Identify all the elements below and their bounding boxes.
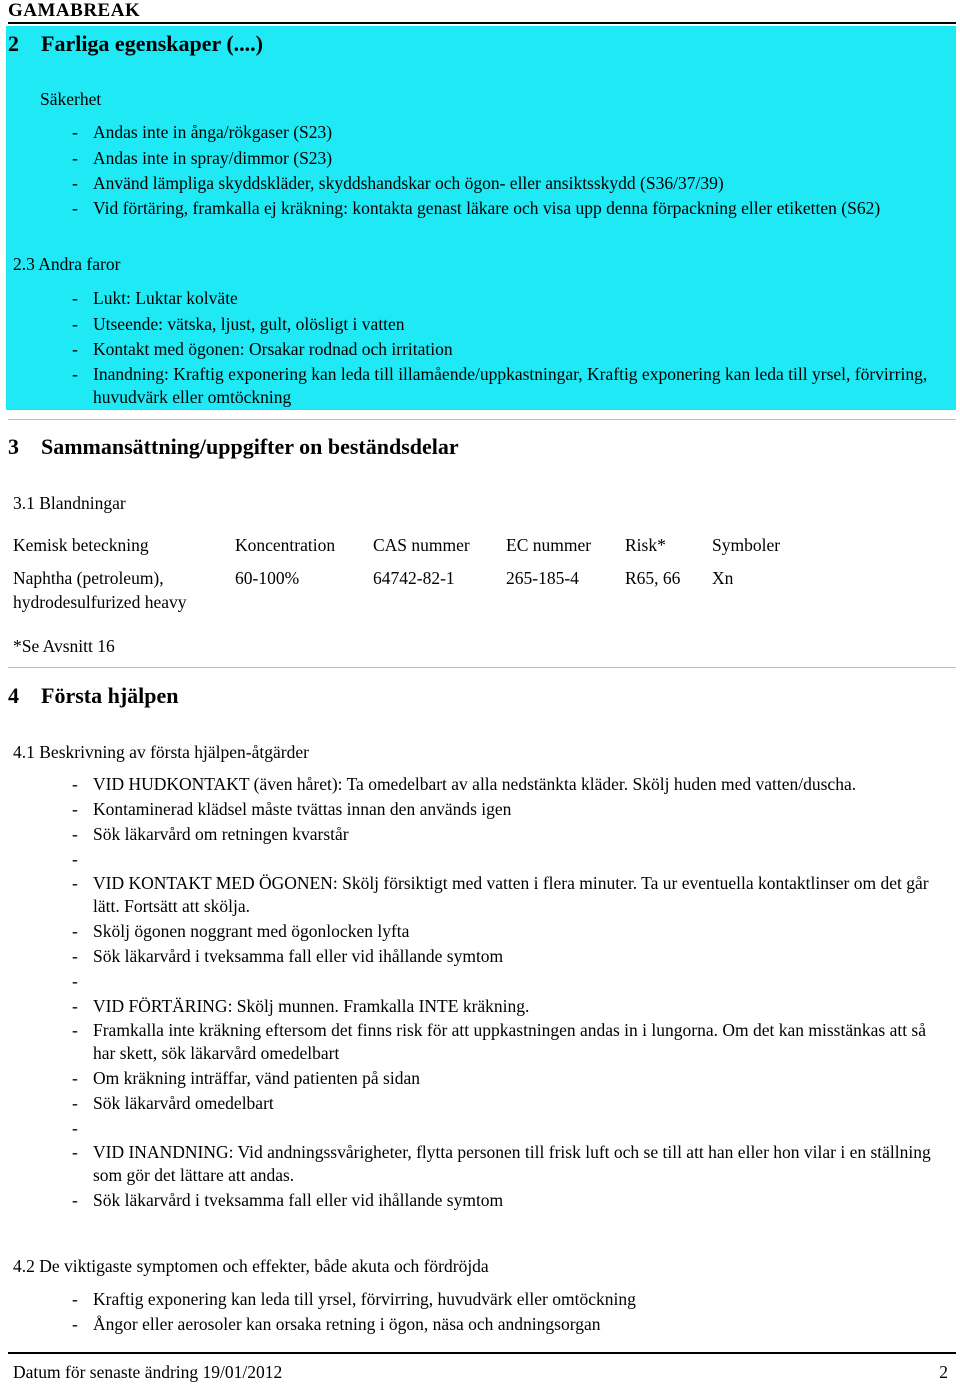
footer-page-number: 2 — [939, 1362, 948, 1382]
list-item: - Kraftig exponering kan leda till yrsel, förvirring, huvudvärk eller omtöckning — [72, 1289, 636, 1309]
section-4-title-text: Första hjälpen — [41, 683, 179, 708]
column-header: Koncentration — [235, 535, 336, 555]
section-divider — [8, 667, 956, 668]
list-item: - Sök läkarvård i tveksamma fall eller vid ihållande symtom — [72, 1189, 504, 1210]
table-header-row — [13, 533, 812, 566]
other-hazards-list — [72, 286, 932, 409]
symptoms-heading: 4.2 De viktigaste symptomen och effekter, både akuta och fördröjda — [13, 1256, 489, 1276]
column-header: Kemisk beteckning — [13, 535, 149, 555]
mixtures-heading: 3.1 Blandningar — [13, 493, 126, 513]
header-rule — [8, 22, 956, 24]
list-item: - — [72, 848, 78, 869]
section-3-title-text: Sammansättning/uppgifter on beständsdelar — [41, 434, 459, 459]
list-item: - Utseende: vätska, ljust, gult, olösligt i vatten — [72, 313, 405, 334]
section-3-number: 3 — [8, 434, 19, 459]
document-header-title: GAMABREAK — [8, 0, 141, 21]
first-aid-heading: 4.1 Beskrivning av första hjälpen-åtgärder — [13, 742, 309, 762]
column-header: Symboler — [712, 535, 781, 555]
table-cell: 265-185-4 — [506, 568, 579, 588]
safety-list — [72, 120, 932, 220]
section-3-title — [8, 434, 459, 460]
table-cell: Xn — [712, 568, 734, 588]
list-item: - — [72, 970, 78, 991]
footer-revision-date: Datum för senaste ändring 19/01/2012 — [13, 1362, 283, 1382]
table-cell: Naphtha (petroleum), hydrodesulfurized heavy — [13, 568, 187, 612]
section-2-title-text: Farliga egenskaper (....) — [41, 31, 264, 56]
list-item: - Lukt: Luktar kolväte — [72, 288, 238, 308]
table-cell: R65, 66 — [625, 568, 681, 588]
footer-rule — [8, 1352, 956, 1354]
column-header: Risk* — [625, 535, 666, 555]
list-item: - Vid förtäring, framkalla ej kräkning: kontakta genast läkare och visa upp denna förpackning eller etiketten (S62) — [72, 197, 881, 218]
list-item: - Sök läkarvård om retningen kvarstår — [72, 823, 349, 844]
list-item: - VID KONTAKT MED ÖGONEN: Skölj försiktigt med vatten i flera minuter. Ta ur eventuella kontaktlinser om det går lätt. Fortsätt att skölja. — [72, 872, 929, 916]
section-divider — [8, 419, 956, 420]
list-item: - — [72, 1117, 78, 1138]
symptoms-list — [72, 1287, 932, 1337]
section-2-number: 2 — [8, 31, 19, 56]
risk-note: *Se Avsnitt 16 — [13, 636, 115, 656]
list-item: - Inandning: Kraftig exponering kan leda till illamående/uppkastningar, Kraftig exponering kan leda till yrsel, förvirring, huvudvärk eller omtöckning — [72, 363, 928, 407]
list-item: - Sök läkarvård i tveksamma fall eller vid ihållande symtom — [72, 945, 504, 966]
table-cell: 60-100% — [235, 568, 300, 588]
safety-heading: Säkerhet — [40, 89, 102, 109]
list-item: - Andas inte in spray/dimmor (S23) — [72, 147, 333, 168]
table-cell: 64742-82-1 — [373, 568, 455, 588]
section-4-number: 4 — [8, 683, 19, 708]
table-row — [13, 566, 812, 614]
other-hazards-heading: 2.3 Andra faror — [13, 254, 121, 274]
list-item: - Om kräkning inträffar, vänd patienten på sidan — [72, 1067, 420, 1088]
list-item: - VID FÖRTÄRING: Skölj munnen. Framkalla INTE kräkning. — [72, 995, 530, 1016]
section-4-title — [8, 683, 179, 709]
list-item: - Skölj ögonen noggrant med ögonlocken lyfta — [72, 920, 410, 941]
column-header: EC nummer — [506, 535, 592, 555]
list-item: - Kontaminerad klädsel måste tvättas innan den används igen — [72, 798, 512, 819]
composition-table — [13, 533, 812, 614]
column-header: CAS nummer — [373, 535, 470, 555]
list-item: - Ångor eller aerosoler kan orsaka retning i ögon, näsa och andningsorgan — [72, 1314, 601, 1334]
section-2-title — [8, 31, 263, 57]
first-aid-list — [72, 773, 932, 1213]
list-item: - Framkalla inte kräkning eftersom det finns risk för att uppkastningen andas in i lungorna. Om det kan misstänkas att så har skett, sök läkarvård omedelbart — [72, 1019, 927, 1063]
list-item: - Använd lämpliga skyddskläder, skyddshandskar och ögon- eller ansiktsskydd (S36/37/39) — [72, 173, 724, 193]
list-item: - VID INANDNING: Vid andningssvårigheter, flytta personen till frisk luft och se till att han eller hon vilar i en ställning som gör det lättare att andas. — [72, 1141, 931, 1185]
list-item: - Kontakt med ögonen: Orsakar rodnad och irritation — [72, 339, 453, 359]
list-item: - Sök läkarvård omedelbart — [72, 1092, 274, 1113]
list-item: - Andas inte in ånga/rökgaser (S23) — [72, 122, 333, 142]
list-item: - VID HUDKONTAKT (även håret): Ta omedelbart av alla nedstänkta kläder. Skölj huden med vatten/duscha. — [72, 774, 857, 794]
